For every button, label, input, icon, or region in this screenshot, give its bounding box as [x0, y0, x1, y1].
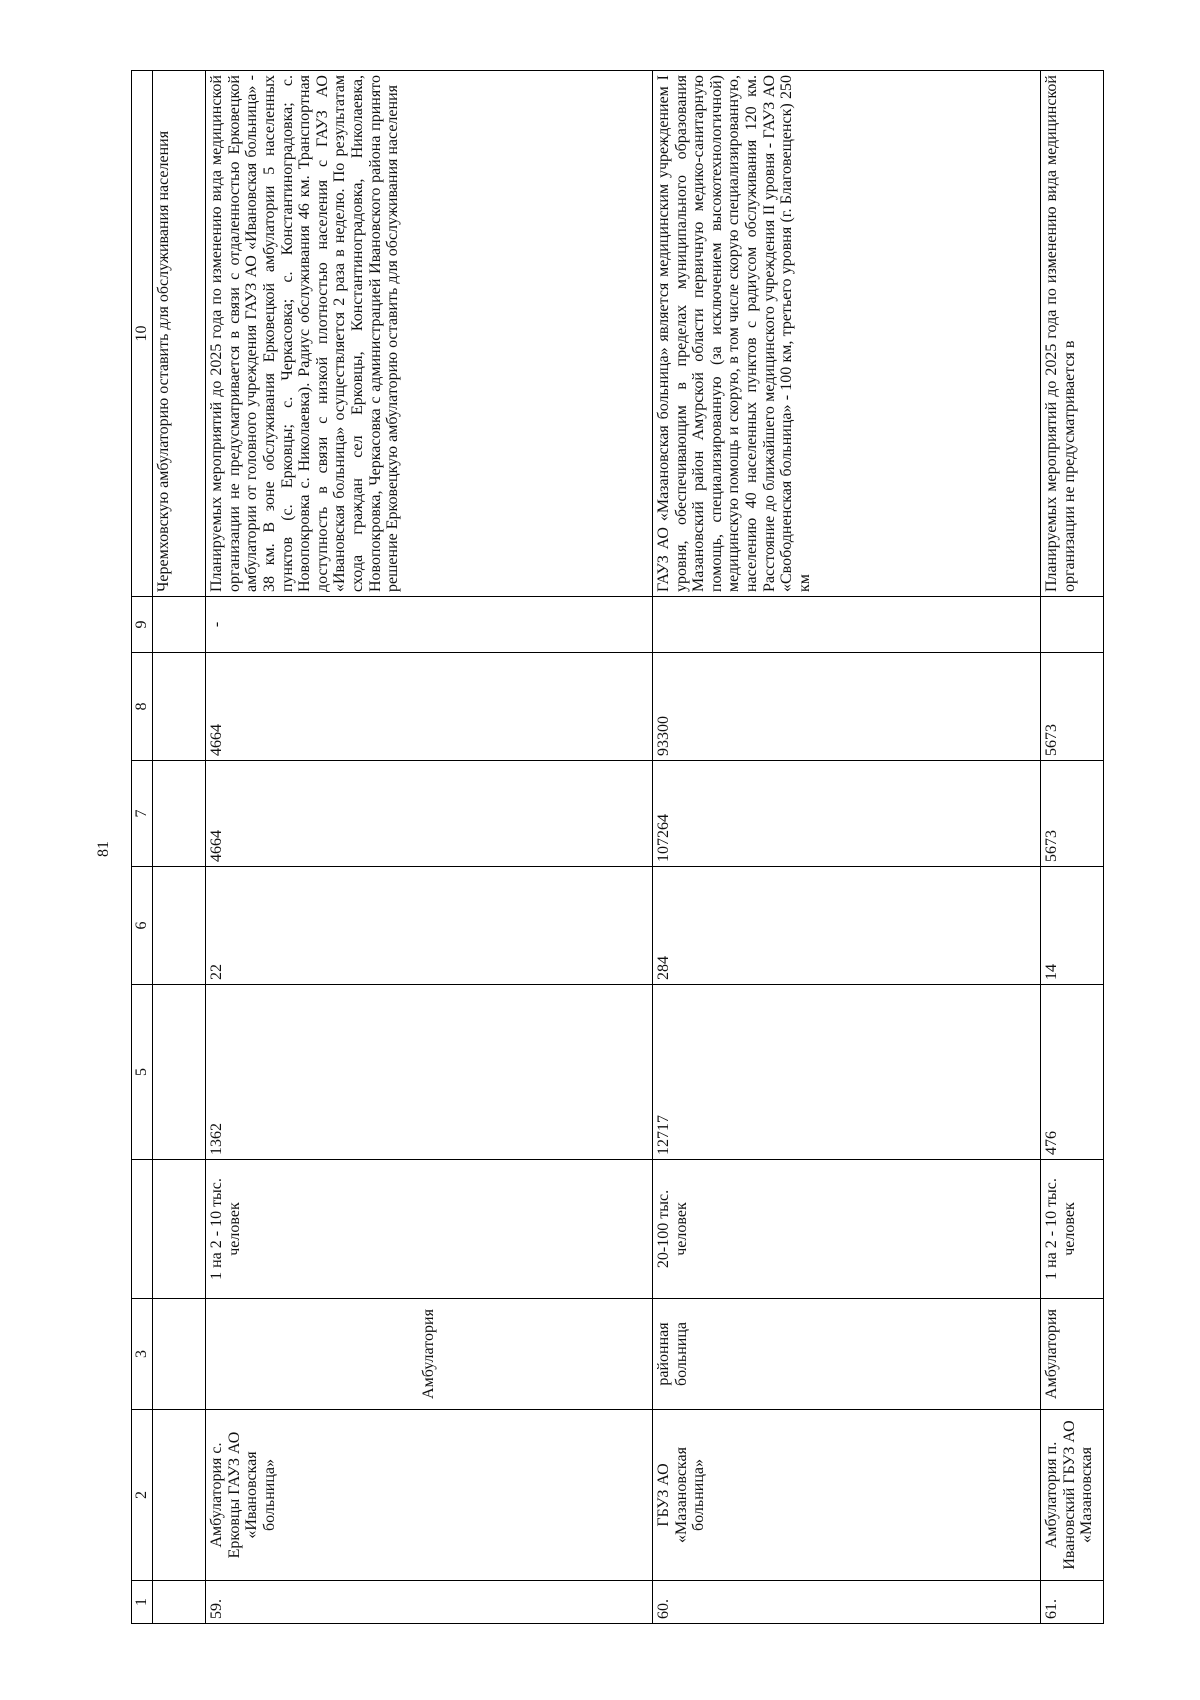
table-row: [206, 71, 653, 1624]
organization-name: Амбулатория с. Ерковцы ГАУЗ АО «Ивановская больница»: [206, 1410, 653, 1581]
row-number: 60.: [653, 1581, 1041, 1624]
cell-col5: 12717: [653, 985, 1041, 1160]
header-cell: [132, 1160, 153, 1299]
header-cell: 6: [132, 867, 153, 985]
page-number: 81: [95, 841, 112, 857]
cell-col9: -: [206, 597, 653, 653]
header-cell: 3: [132, 1299, 153, 1410]
cell-col7: 107264: [653, 761, 1041, 867]
header-cell: 7: [132, 761, 153, 867]
header-cell: 10: [132, 71, 153, 597]
header-cell: 5: [132, 985, 153, 1160]
cell-col6: 284: [653, 867, 1041, 985]
data-table: [131, 70, 1104, 1624]
description-cell: Планируемых мероприятий до 2025 года по изменению вида медицинской организации не предусматривается в связи с отдаленностью Ерковецкой амбулатории от головного учреждения ГАУЗ АО «Ивановская больница» - 38 км. В зоне обслуживания Ерковецкой амбулатории 5 населенных пунктов (с. Ерковцы; с. Черкасовка; с. Константиноградовка; с. Новопокровка с. Николаевка). Радиус обслуживания 46 км. Транспортная доступность в связи с низкой плотностью населения с ГАУЗ АО «Ивановская больница» осуществляется 2 раза в неделю. По результатам схода граждан сел Ерковцы, Константиноградовка, Николаевка, Новопокровка, Черкасовка с администрацией Ивановского района принято решение Ерковецкую амбулаторию оставить для обслуживания населения: [206, 71, 653, 597]
cell-col9: [1041, 597, 1104, 653]
cell-col9: [653, 597, 1041, 653]
cell-col8: 4664: [206, 653, 653, 761]
cell-col7: 5673: [1041, 761, 1104, 867]
header-cell: 1: [132, 1581, 153, 1624]
cell-col5: 476: [1041, 985, 1104, 1160]
organization-name: Амбулатория п. Ивановский ГБУЗ АО «Мазановская: [1041, 1410, 1104, 1581]
cell-col7: 4664: [206, 761, 653, 867]
table-row: [1041, 71, 1104, 1624]
document-sheet: [131, 70, 1104, 1624]
service-norm: 1 на 2 - 10 тыс. человек: [1041, 1160, 1104, 1299]
cell-col6: 14: [1041, 867, 1104, 985]
organization-type: районная больница: [653, 1299, 1041, 1410]
organization-type: Амбулатория: [206, 1299, 653, 1410]
header-cell: 9: [132, 597, 153, 653]
service-norm: 20-100 тыс. человек: [653, 1160, 1041, 1299]
organization-name: ГБУЗ АО «Мазановская больница»: [653, 1410, 1041, 1581]
description-cell: Планируемых мероприятий до 2025 года по изменению вида медицинской организации не предусматривается в: [1041, 71, 1104, 597]
table-row: [653, 71, 1041, 1624]
cell-col8: 5673: [1041, 653, 1104, 761]
service-norm: 1 на 2 - 10 тыс. человек: [206, 1160, 653, 1299]
table-row: [153, 71, 206, 1624]
description-cell: Черемховскую амбулаторию оставить для обслуживания населения: [153, 71, 206, 597]
cell-col5: 1362: [206, 985, 653, 1160]
header-cell: 2: [132, 1410, 153, 1581]
description-cell: ГАУЗ АО «Мазановская больница» является медицинским учреждением I уровня, обеспечивающим в пределах муниципального образования Мазановский район Амурской области первичную медико-санитарную помощь, специализированную (за исключением высокотехнологичной) медицинскую помощь и скорую, в том числе скорую специализированную, населению 40 населенных пунктов с радиусом обслуживания 120 км. Расстояние до ближайшего медицинского учреждения II уровня - ГАУЗ АО «Свободненская больница» - 100 км, третьего уровня (г. Благовещенск) 250 км: [653, 71, 1041, 597]
header-cell: 8: [132, 653, 153, 761]
row-number: 59.: [206, 1581, 653, 1624]
organization-type: Амбулатория: [1041, 1299, 1104, 1410]
header-row: [132, 71, 153, 1624]
cell-col6: 22: [206, 867, 653, 985]
row-number: 61.: [1041, 1581, 1104, 1624]
cell-col8: 93300: [653, 653, 1041, 761]
